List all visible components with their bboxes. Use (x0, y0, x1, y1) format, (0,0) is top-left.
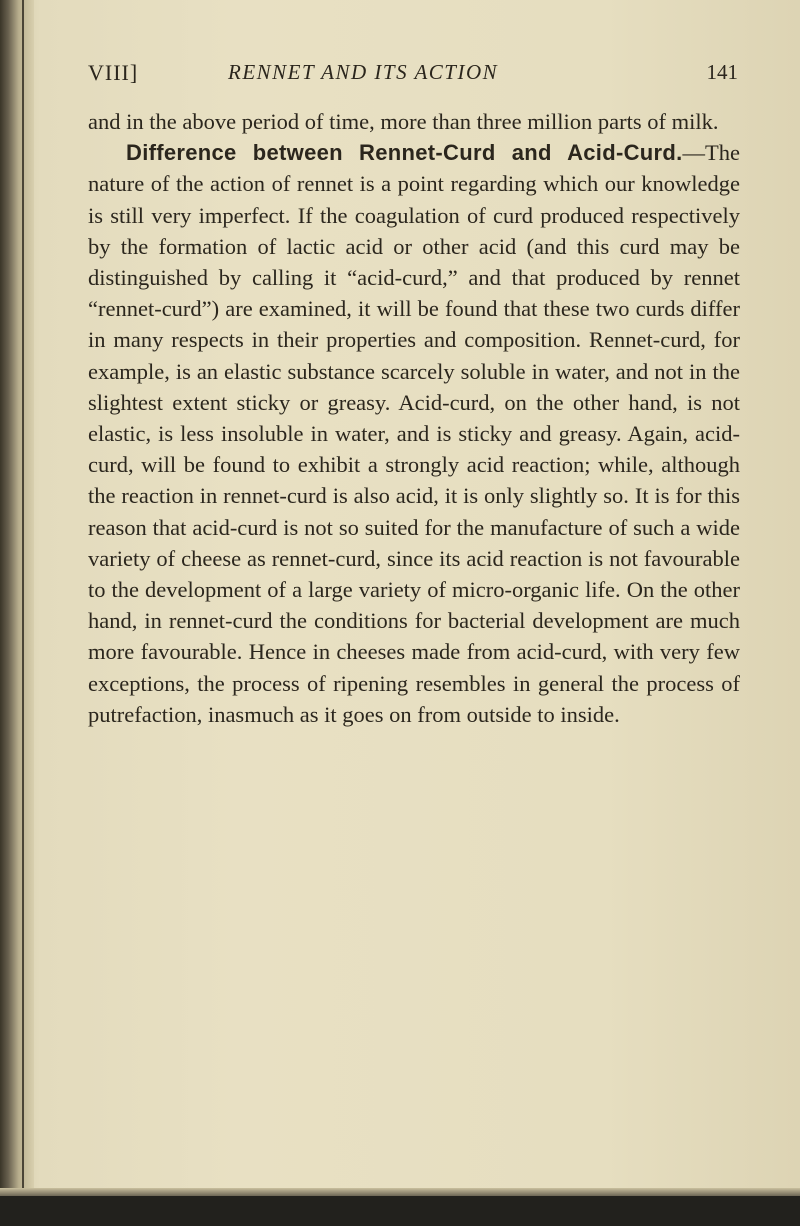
book-binding (0, 0, 34, 1226)
page-bottom-edge (0, 1188, 800, 1196)
running-title: RENNET AND ITS ACTION (228, 60, 499, 84)
page-number: 141 (706, 60, 738, 84)
binding-edge-line (22, 0, 24, 1226)
body-text (88, 106, 740, 730)
running-header (88, 60, 738, 94)
chapter-number: VIII] (88, 60, 139, 85)
continuation-paragraph: and in the above period of time, more than three million parts of milk. (88, 109, 719, 134)
section-heading: Difference between Rennet-Curd and Acid-Curd. (126, 140, 683, 166)
section-text: —The nature of the action of rennet is a point regarding which our knowledge is still very imperfect. If the coagulation of curd produced respectively by the formation of lactic acid or other acid (and this curd may be distinguished by calling it “acid-curd,” and that produced by rennet “rennet-curd”) are examined, it will be found that these two curds differ in many respects in their properties and composition. Rennet-curd, for example, is an elastic substance scarcely soluble in water, and not in the slightest extent sticky or greasy. Acid-curd, on the other hand, is not elastic, is less insoluble in water, and is sticky and greasy. Again, acid-curd, will be found to exhibit a strongly acid reaction; while, although the reaction in rennet-curd is also acid, it is only slightly so. It is for this reason that acid-curd is not so suited for the manufacture of such a wide variety of cheese as rennet-curd, since its acid reaction is not favourable to the development of a large variety of micro-organic life. On the other hand, in rennet-curd the conditions for bacterial development are much more favourable. Hence in cheeses made from acid-curd, with very few exceptions, the process of ripening resembles in general the process of putrefaction, inasmuch as it goes on from outside to inside. (88, 140, 740, 727)
dark-background-band (0, 1196, 800, 1226)
section-paragraph (88, 137, 740, 730)
